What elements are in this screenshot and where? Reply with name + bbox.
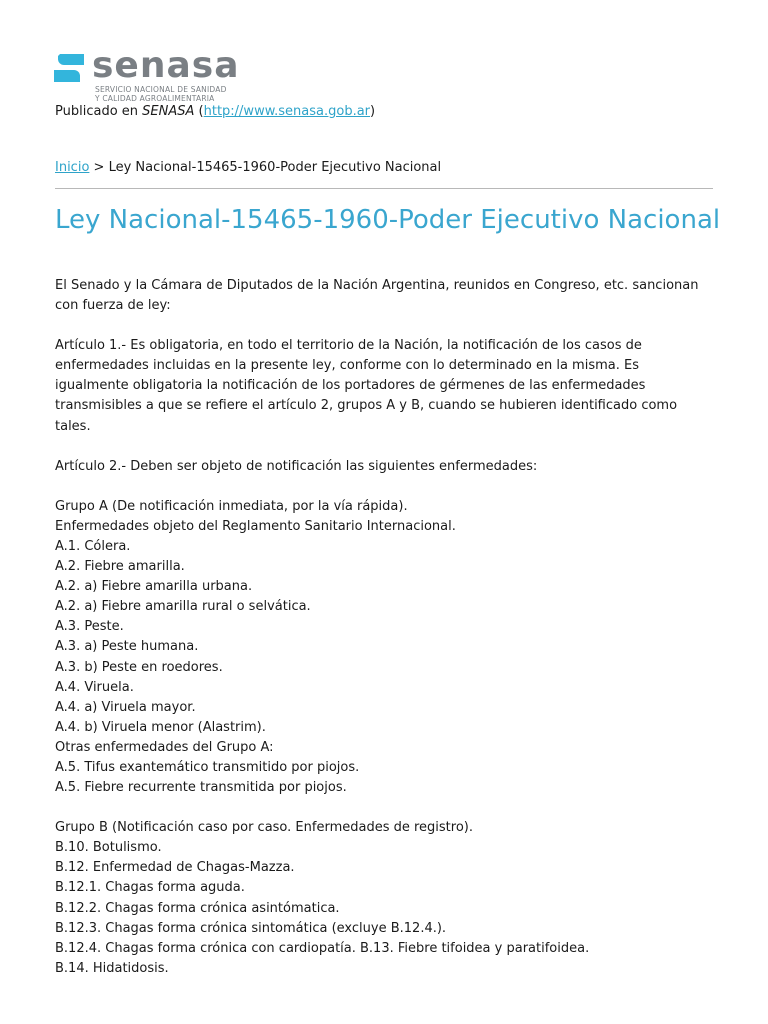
list-item: Grupo A (De notificación inmediata, por la vía rápida). [55, 498, 408, 514]
list-item: Otras enfermedades del Grupo A: [55, 739, 274, 755]
list-item: B.14. Hidatidosis. [55, 960, 169, 976]
list-item: A.4. Viruela. [55, 679, 134, 695]
logo-subtitle-line-2: Y CALIDAD AGROALIMENTARIA [95, 94, 215, 103]
list-item: B.12.4. Chagas forma crónica con cardiopatía. B.13. Fiebre tifoidea y paratifoidea. [55, 940, 590, 956]
list-item: A.4. b) Viruela menor (Alastrim). [55, 719, 266, 735]
list-item: A.1. Cólera. [55, 538, 131, 554]
senasa-logo-mark-icon [54, 54, 84, 82]
breadcrumb [55, 159, 441, 177]
list-item: A.2. Fiebre amarilla. [55, 559, 185, 575]
list-item: B.12.3. Chagas forma crónica sintomática (excluye B.12.4.). [55, 920, 447, 936]
law-text [55, 276, 715, 999]
published-close-paren: ) [370, 104, 376, 119]
list-item: A.4. a) Viruela mayor. [55, 699, 196, 715]
published-prefix: Publicado en [55, 104, 143, 119]
list-item: A.3. Peste. [55, 619, 124, 635]
divider [55, 188, 713, 189]
page-title: Ley Nacional-15465-1960-Poder Ejecutivo Nacional [55, 205, 721, 235]
senasa-logo [54, 45, 254, 103]
breadcrumb-separator: > [89, 160, 109, 175]
group-b-list [55, 818, 715, 979]
article-1-paragraph: Artículo 1.- Es obligatoria, en todo el territorio de la Nación, la notificación de los casos de enfermedades incluidas en la presente ley, conforme con lo determinado en la misma. Es igualmente obligatoria la notificación de los portadores de gérmenes de las enfermedades transmisibles a que se refiere el artículo 2, grupos A y B, cuando se hubieren identificado como tales. [55, 338, 678, 434]
list-item: B.12.2. Chagas forma crónica asintómatica. [55, 900, 340, 916]
list-item: B.10. Botulismo. [55, 840, 162, 856]
list-item: Grupo B (Notificación caso por caso. Enfermedades de registro). [55, 820, 473, 836]
list-item: A.3. b) Peste en roedores. [55, 659, 223, 675]
list-item: A.5. Tifus exantemático transmitido por piojos. [55, 759, 360, 775]
list-item: A.2. a) Fiebre amarilla rural o selvática. [55, 599, 311, 615]
list-item: Enfermedades objeto del Reglamento Sanitario Internacional. [55, 518, 456, 534]
breadcrumb-current: Ley Nacional-15465-1960-Poder Ejecutivo Nacional [108, 160, 442, 175]
intro-paragraph: El Senado y la Cámara de Diputados de la Nación Argentina, reunidos en Congreso, etc. sancionan con fuerza de ley: [55, 278, 699, 314]
breadcrumb-home-link[interactable]: Inicio [55, 160, 90, 175]
list-item: A.2. a) Fiebre amarilla urbana. [55, 579, 253, 595]
logo-subtitle [95, 85, 227, 103]
logo-wordmark: senasa [92, 45, 240, 86]
list-item: A.5. Fiebre recurrente transmitida por piojos. [55, 780, 347, 796]
list-item: A.3. a) Peste humana. [55, 639, 199, 655]
published-url-link[interactable]: http://www.senasa.gob.ar [203, 104, 371, 119]
published-in [55, 103, 375, 121]
published-open-paren: ( [194, 104, 204, 119]
article-2-paragraph: Artículo 2.- Deben ser objeto de notificación las siguientes enfermedades: [55, 458, 538, 474]
logo-subtitle-line-1: SERVICIO NACIONAL DE SANIDAD [95, 85, 227, 94]
group-a-list [55, 497, 715, 798]
list-item: B.12.1. Chagas forma aguda. [55, 880, 245, 896]
list-item: B.12. Enfermedad de Chagas-Mazza. [55, 860, 295, 876]
published-site: SENASA [142, 104, 195, 119]
